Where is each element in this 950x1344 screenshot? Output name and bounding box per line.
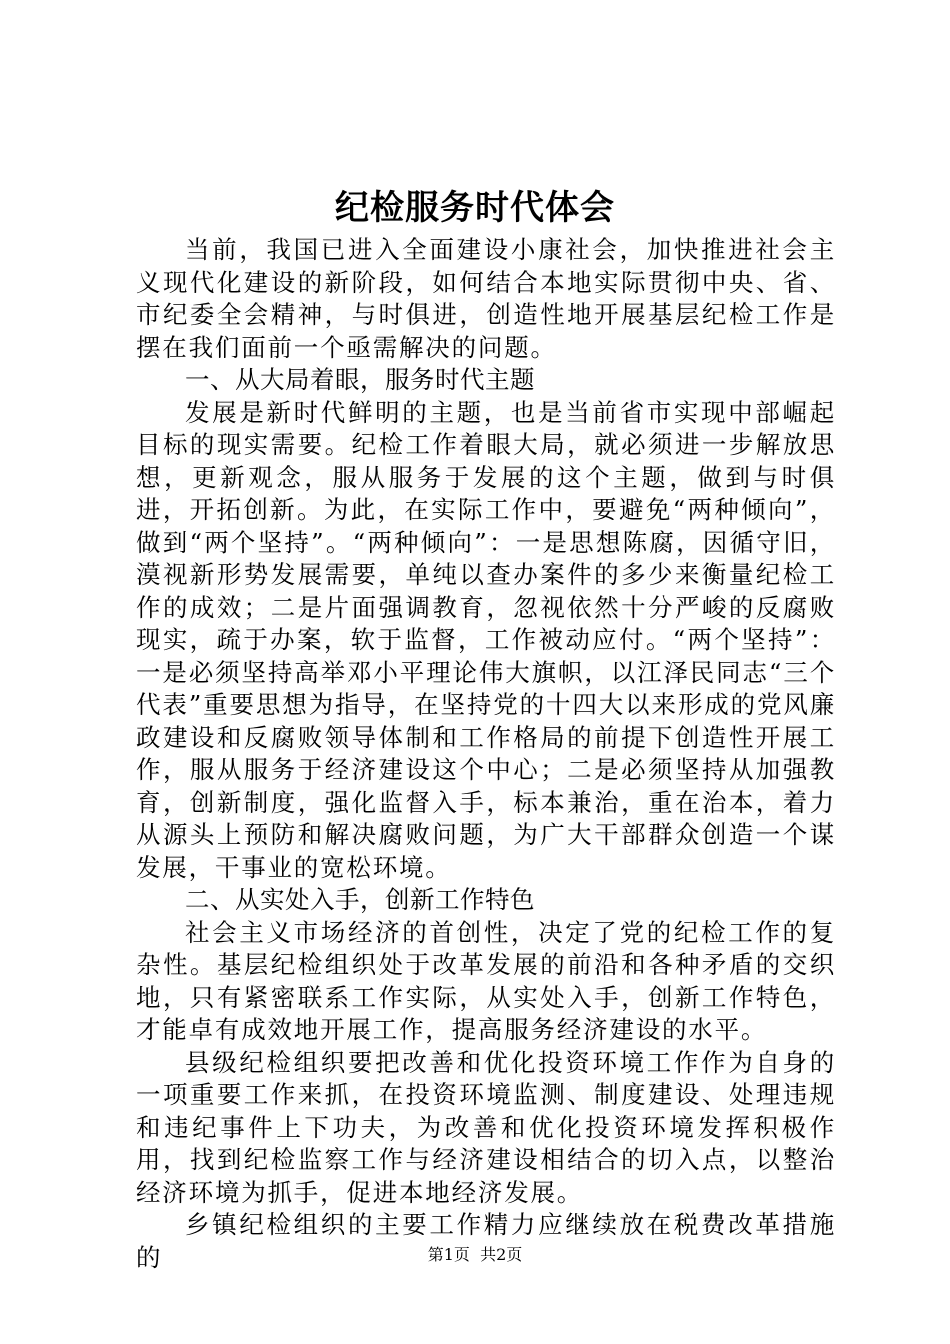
- page-footer: [0, 1245, 950, 1265]
- paragraph-section-2a: 社会主义市场经济的首创性，决定了党的纪检工作的复杂性。基层纪检组织处于改革发展的前沿和各种矛盾的交织地，只有紧密联系工作实际，从实处入手，创新工作特色，才能卓有成效地开展工作，提高服务经济建设的水平。: [136, 917, 836, 1044]
- document-body: [136, 234, 836, 1274]
- page-number: 第1页 共2页: [427, 1245, 523, 1264]
- section-heading-2: 二、从实处入手，创新工作特色: [185, 885, 535, 914]
- paragraph-section-1: 发展是新时代鲜明的主题，也是当前省市实现中部崛起目标的现实需要。纪检工作着眼大局，就必须进一步解放思想，更新观念，服从服务于发展的这个主题，做到与时俱进，开拓创新。为此，在实际工作中，要避免“两种倾向”，做到“两个坚持”。“两种倾向”：一是思想陈腐，因循守旧，漠视新形势发展需要，单纯以查办案件的多少来衡量纪检工作的成效；二是片面强调教育，忽视依然十分严峻的反腐败现实，疏于办案，软于监督，工作被动应付。“两个坚持”：一是必须坚持高举邓小平理论伟大旗帜，以江泽民同志“三个代表”重要思想为指导，在坚持党的十四大以来形成的党风廉政建设和反腐败领导体制和工作格局的前提下创造性开展工作，服从服务于经济建设这个中心；二是必须坚持从加强教育，创新制度，强化监督入手，标本兼治，重在治本，着力从源头上预防和解决腐败问题，为广大干部群众创造一个谋发展，干事业的宽松环境。: [136, 397, 836, 882]
- paragraph-section-2c: 乡镇纪检组织的主要工作精力应继续放在税费改革措施的: [136, 1210, 836, 1272]
- paragraph-section-2b: 县级纪检组织要把改善和优化投资环境工作作为自身的一项重要工作来抓，在投资环境监测、制度建设、处理违规和违纪事件上下功夫，为改善和优化投资环境发挥积极作用，找到纪检监察工作与经济建设相结合的切入点，以整治经济环境为抓手，促进本地经济发展。: [136, 1047, 836, 1207]
- section-heading-1: 一、从大局着眼，服务时代主题: [185, 365, 535, 394]
- paragraph-intro: 当前，我国已进入全面建设小康社会，加快推进社会主义现代化建设的新阶段，如何结合本地实际贯彻中央、省、市纪委全会精神，与时俱进，创造性地开展基层纪检工作是摆在我们面前一个亟需解决的问题。: [136, 235, 836, 362]
- document-title: 纪检服务时代体会: [335, 188, 615, 228]
